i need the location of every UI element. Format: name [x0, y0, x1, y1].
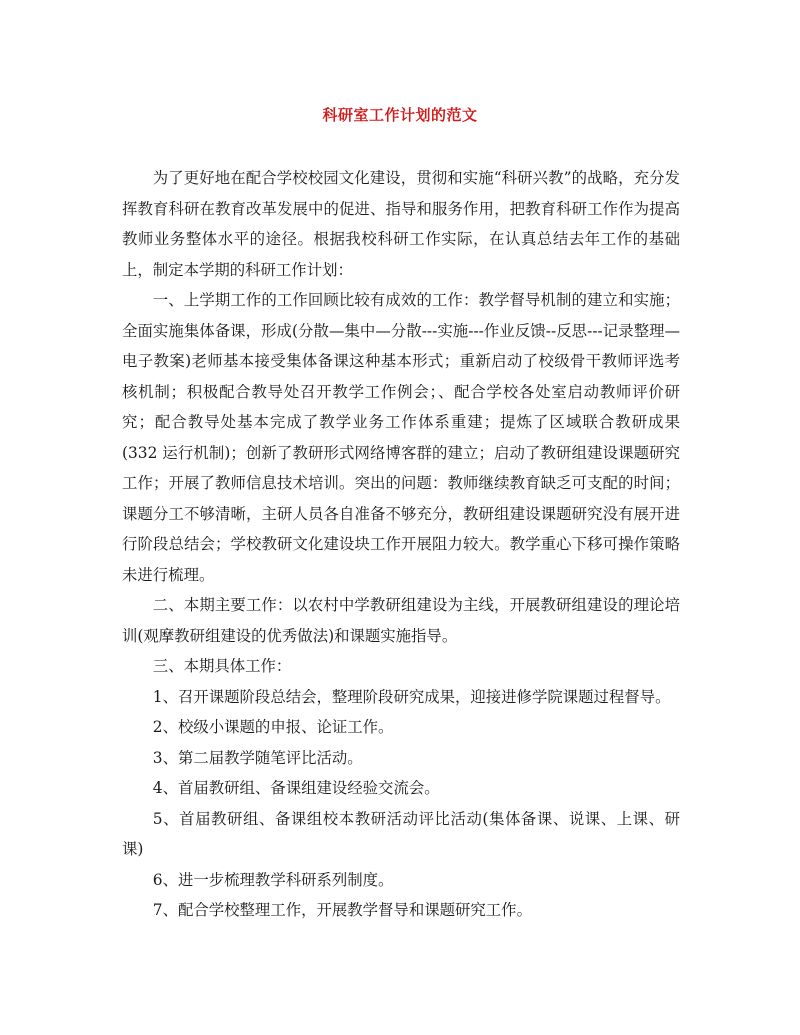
- paragraph-specific-heading: 三、本期具体工作：: [152, 657, 292, 675]
- document-title: 科研室工作计划的范文: [322, 106, 478, 124]
- list-item: 2、校级小课题的申报、论证工作。: [152, 718, 394, 736]
- list-item: 7、配合学校整理工作，开展教学督导和课题研究工作。: [152, 901, 532, 919]
- list-item: 6、进一步梳理教学科研系列制度。: [152, 870, 394, 889]
- list-item: 1、召开课题阶段总结会，整理阶段研究成果，迎接进修学院课题过程督导。: [152, 687, 671, 706]
- paragraph-main-work: 二、本期主要工作：以农村中学教研组建设为主线，开展教研组建设的理论培训(观摩教研组建设的优秀做法)和课题实施指导。: [122, 596, 680, 645]
- paragraph-review: 一、上学期工作的工作回顾比较有成效的工作：教学督导机制的建立和实施；全面实施集体备课，形成(分散—集中—分散---实施---作业反馈--反思---记录整理—电子教案)老师基本接受集体备课这种基本形式；重新启动了校级骨干教师评选考核机制；积极配合教导处召开教学工作例会；、配合学校各处室启动教师评价研究；配合教导处基本完成了教学业务工作体系重建；提炼了区域联合教研成果(332 运行机制)；创新了教研形式网络博客群的建立；启动了教研组建设课题研究工作；开展了教师信息技术培训。突出的问题：教师继续教育缺乏可支配的时间；课题分工不够清晰，主研人员各自准备不够充分，教研组建设课题研究没有展开进行阶段总结会；学校教研文化建设块工作开展阻力较大。教学重心下移可操作策略未进行梳理。: [122, 291, 680, 584]
- list-item: 5、首届教研组、备课组校本教研活动评比活动(集体备课、说课、上课、研课): [122, 809, 680, 858]
- list-item: 3、第二届教学随笔评比活动。: [152, 748, 363, 767]
- document-body: [122, 163, 680, 926]
- paragraph-intro: 为了更好地在配合学校校园文化建设，贯彻和实施“科研兴教”的战略，充分发挥教育科研在教育改革发展中的促进、指导和服务作用，把教育科研工作作为提高教师业务整体水平的途径。根据我校科研工作实际，在认真总结去年工作的基础上，制定本学期的科研工作计划：: [122, 169, 680, 279]
- list-item: 4、首届教研组、备课组建设经验交流会。: [152, 779, 440, 797]
